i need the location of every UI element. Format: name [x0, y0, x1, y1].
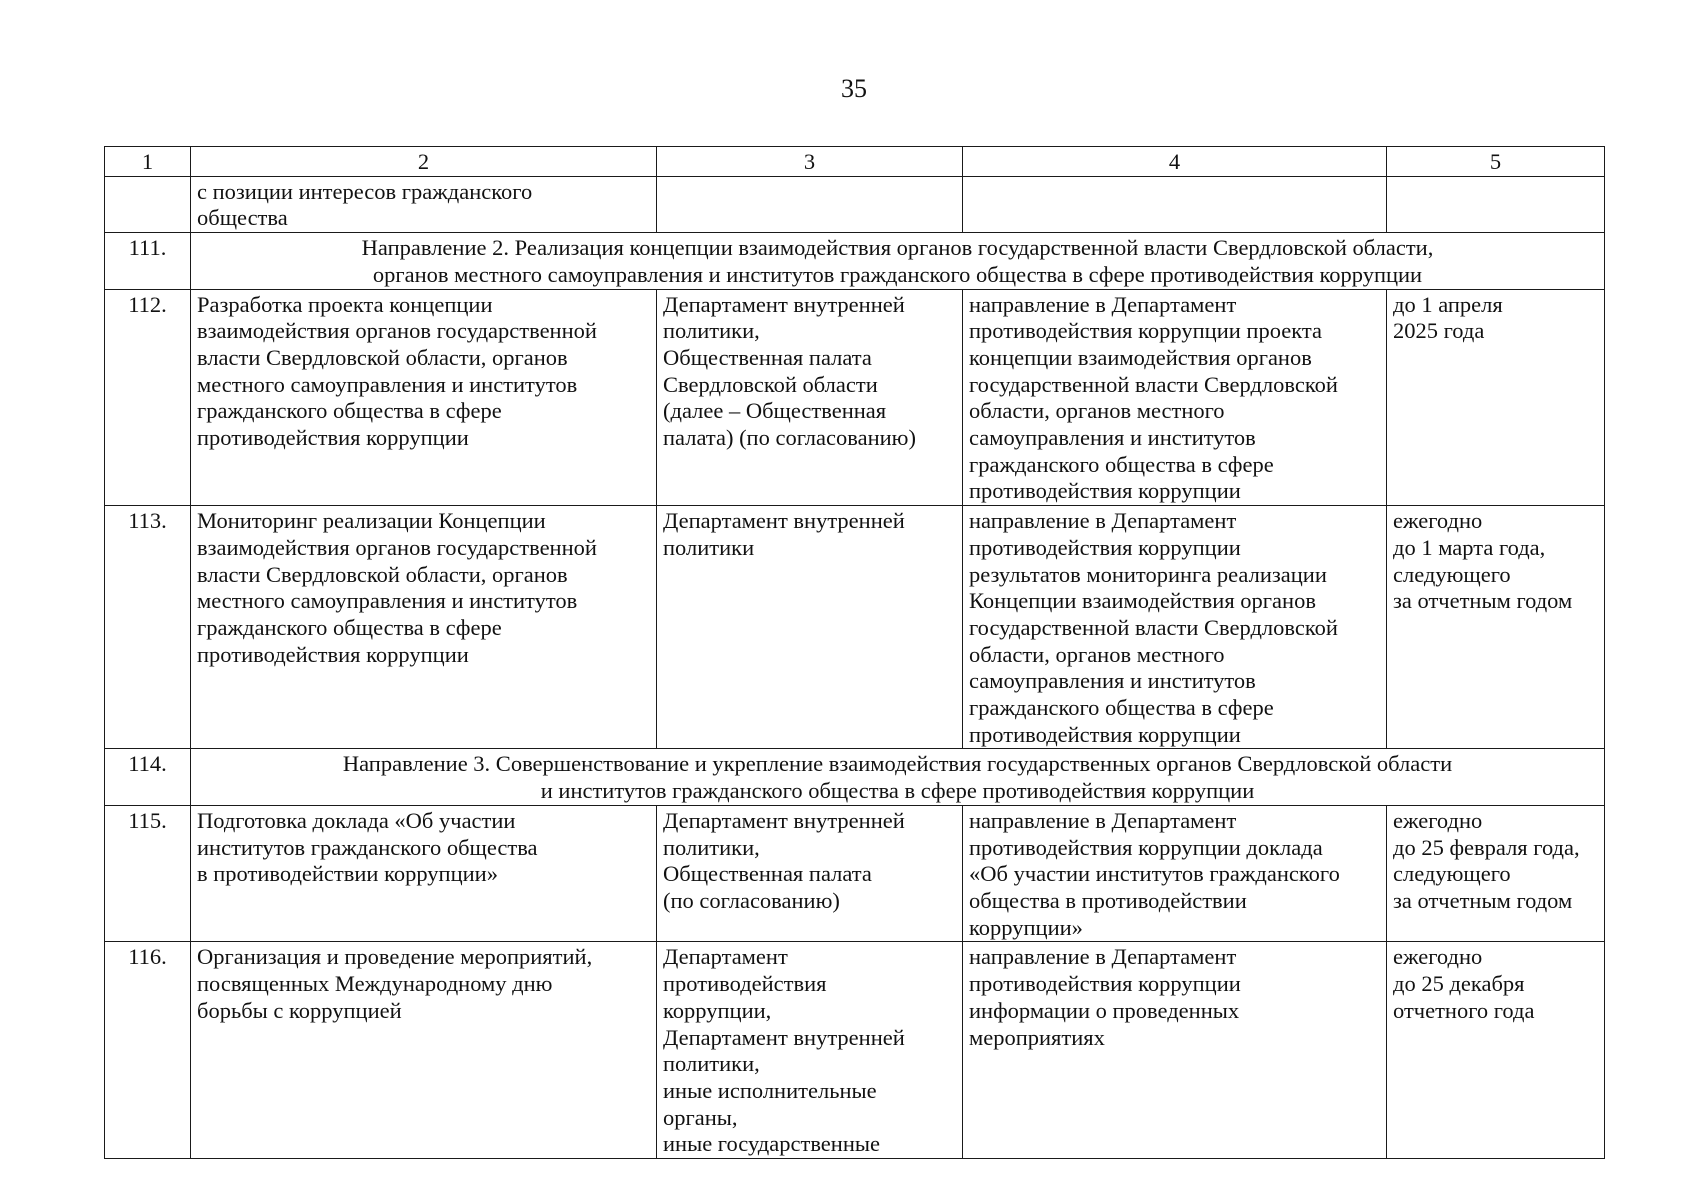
measure-cell: [191, 942, 657, 1159]
measure-cell: [191, 176, 657, 232]
cell-text-line: противодействия: [663, 971, 827, 997]
column-number-header: 3: [657, 147, 963, 177]
cell-text-line: Организация и проведение мероприятий,: [197, 944, 593, 970]
column-number-header: 1: [105, 147, 191, 177]
column-number-row: [105, 147, 1605, 177]
cell-text-line: противодействия коррупции: [969, 971, 1241, 997]
cell-text-line: направление в Департамент: [969, 944, 1237, 970]
cell-text-line: противодействия коррупции: [969, 478, 1241, 504]
result-cell: [963, 176, 1387, 232]
cell-text-line: Департамент внутренней: [663, 1024, 905, 1050]
measures-table: [104, 146, 1605, 1159]
cell-text-line: политики,: [663, 834, 760, 860]
cell-text-line: Подготовка доклада «Об участии: [197, 807, 516, 833]
cell-text-line: отчетного года: [1393, 997, 1535, 1023]
cell-text-line: политики: [663, 534, 755, 560]
cell-text-line: за отчетным годом: [1393, 588, 1573, 614]
cell-text-line: до 25 февраля года,: [1393, 834, 1580, 860]
cell-text-line: области, органов местного: [969, 398, 1225, 424]
cell-text-line: Департамент: [663, 944, 788, 970]
direction-row: [105, 749, 1605, 805]
measure-row: [105, 805, 1605, 942]
cell-text-line: противодействия коррупции доклада: [969, 834, 1323, 860]
cell-text-line: (по согласованию): [663, 887, 840, 913]
cell-text-line: Общественная палата: [663, 344, 872, 370]
cell-text-line: гражданского общества в сфере: [969, 695, 1274, 721]
cell-text-line: Разработка проекта концепции: [197, 291, 493, 317]
cell-text-line: политики,: [663, 1051, 760, 1077]
cell-text-line: следующего: [1393, 561, 1511, 587]
cell-text-line: области, органов местного: [969, 641, 1225, 667]
direction-heading: [191, 749, 1605, 805]
measure-cell: [191, 289, 657, 506]
cell-text-line: противодействия коррупции: [197, 641, 469, 667]
cell-text-line: иные исполнительные: [663, 1077, 877, 1103]
cell-text-line: до 1 марта года,: [1393, 534, 1546, 560]
cell-text-line: мероприятиях: [969, 1024, 1105, 1050]
continued-row: [105, 176, 1605, 232]
cell-text-line: политики,: [663, 318, 760, 344]
cell-text-line: Департамент внутренней: [663, 807, 905, 833]
cell-text-line: Направление 2. Реализация концепции взаимодействия органов государственной власти Свердловской области,: [361, 235, 1434, 261]
cell-text-line: 2025 года: [1393, 318, 1485, 344]
cell-text-line: направление в Департамент: [969, 291, 1237, 317]
cell-text-line: местного самоуправления и институтов: [197, 371, 578, 397]
result-cell: [963, 506, 1387, 749]
cell-text-line: органов местного самоуправления и институтов гражданского общества в сфере противодействия коррупции: [372, 261, 1423, 287]
row-number: 114.: [105, 749, 191, 805]
cell-text-line: и институтов гражданского общества в сфере противодействия коррупции: [540, 778, 1255, 804]
row-number: 112.: [105, 289, 191, 506]
cell-text-line: гражданского общества в сфере: [197, 398, 502, 424]
cell-text-line: институтов гражданского общества: [197, 834, 538, 860]
cell-text-line: гражданского общества в сфере: [197, 614, 502, 640]
cell-text-line: Свердловской области: [663, 371, 878, 397]
cell-text-line: концепции взаимодействия органов: [969, 344, 1312, 370]
deadline-cell: [1387, 942, 1605, 1159]
cell-text-line: Департамент внутренней: [663, 291, 905, 317]
cell-text-line: взаимодействия органов государственной: [197, 318, 597, 344]
cell-text-line: иные государственные: [663, 1131, 880, 1157]
page-number: 35: [841, 74, 867, 103]
row-number: 116.: [105, 942, 191, 1159]
cell-text-line: Мониторинг реализации Концепции: [197, 508, 546, 534]
executor-cell: [657, 942, 963, 1159]
result-cell: [963, 805, 1387, 942]
cell-text-line: в противодействии коррупции»: [197, 861, 498, 887]
cell-text-line: следующего: [1393, 861, 1511, 887]
cell-text-line: взаимодействия органов государственной: [197, 534, 597, 560]
cell-text-line: государственной власти Свердловской: [969, 614, 1338, 640]
cell-text-line: ежегодно: [1393, 508, 1483, 534]
cell-text-line: до 25 декабря: [1393, 971, 1525, 997]
measure-cell: [191, 506, 657, 749]
cell-text-line: коррупции»: [969, 914, 1083, 940]
cell-text-line: результатов мониторинга реализации: [969, 561, 1327, 587]
cell-text-line: направление в Департамент: [969, 807, 1237, 833]
cell-text-line: с позиции интересов гражданского: [197, 178, 533, 204]
result-cell: [963, 289, 1387, 506]
executor-cell: [657, 506, 963, 749]
direction-heading: [191, 233, 1605, 289]
cell-text-line: за отчетным годом: [1393, 887, 1573, 913]
cell-text-line: ежегодно: [1393, 944, 1483, 970]
cell-text-line: самоуправления и институтов: [969, 425, 1256, 451]
cell-text-line: противодействия коррупции: [969, 721, 1241, 747]
measure-row: [105, 506, 1605, 749]
deadline-cell: [1387, 176, 1605, 232]
column-number-header: 2: [191, 147, 657, 177]
cell-text-line: информации о проведенных: [969, 997, 1240, 1023]
cell-text-line: Департамент внутренней: [663, 508, 905, 534]
cell-text-line: противодействия коррупции проекта: [969, 318, 1322, 344]
cell-text-line: общества: [197, 205, 288, 231]
column-number-header: 4: [963, 147, 1387, 177]
cell-text-line: общества в противодействии: [969, 887, 1247, 913]
executor-cell: [657, 176, 963, 232]
row-number: [105, 176, 191, 232]
cell-text-line: посвященных Международному дню: [197, 971, 553, 997]
cell-text-line: власти Свердловской области, органов: [197, 344, 568, 370]
direction-row: [105, 233, 1605, 289]
row-number: 115.: [105, 805, 191, 942]
row-number: 111.: [105, 233, 191, 289]
cell-text-line: власти Свердловской области, органов: [197, 561, 568, 587]
executor-cell: [657, 289, 963, 506]
result-cell: [963, 942, 1387, 1159]
cell-text-line: Концепции взаимодействия органов: [969, 588, 1316, 614]
cell-text-line: ежегодно: [1393, 807, 1483, 833]
cell-text-line: коррупции,: [663, 997, 772, 1023]
cell-text-line: борьбы с коррупцией: [197, 997, 402, 1023]
column-number-header: 5: [1387, 147, 1605, 177]
row-number: 113.: [105, 506, 191, 749]
cell-text-line: до 1 апреля: [1393, 291, 1503, 317]
cell-text-line: палата) (по согласованию): [663, 425, 916, 451]
cell-text-line: противодействия коррупции: [969, 534, 1241, 560]
cell-text-line: (далее – Общественная: [663, 398, 887, 424]
executor-cell: [657, 805, 963, 942]
measure-row: [105, 942, 1605, 1159]
deadline-cell: [1387, 506, 1605, 749]
cell-text-line: органы,: [663, 1104, 738, 1130]
cell-text-line: Направление 3. Совершенствование и укрепление взаимодействия государственных органов Свердловской области: [342, 751, 1453, 777]
cell-text-line: направление в Департамент: [969, 508, 1237, 534]
cell-text-line: противодействия коррупции: [197, 425, 469, 451]
cell-text-line: самоуправления и институтов: [969, 668, 1256, 694]
measure-cell: [191, 805, 657, 942]
cell-text-line: «Об участии институтов гражданского: [969, 861, 1340, 887]
deadline-cell: [1387, 805, 1605, 942]
cell-text-line: гражданского общества в сфере: [969, 451, 1274, 477]
measure-row: [105, 289, 1605, 506]
cell-text-line: государственной власти Свердловской: [969, 371, 1338, 397]
cell-text-line: местного самоуправления и институтов: [197, 588, 578, 614]
cell-text-line: Общественная палата: [663, 861, 872, 887]
deadline-cell: [1387, 289, 1605, 506]
